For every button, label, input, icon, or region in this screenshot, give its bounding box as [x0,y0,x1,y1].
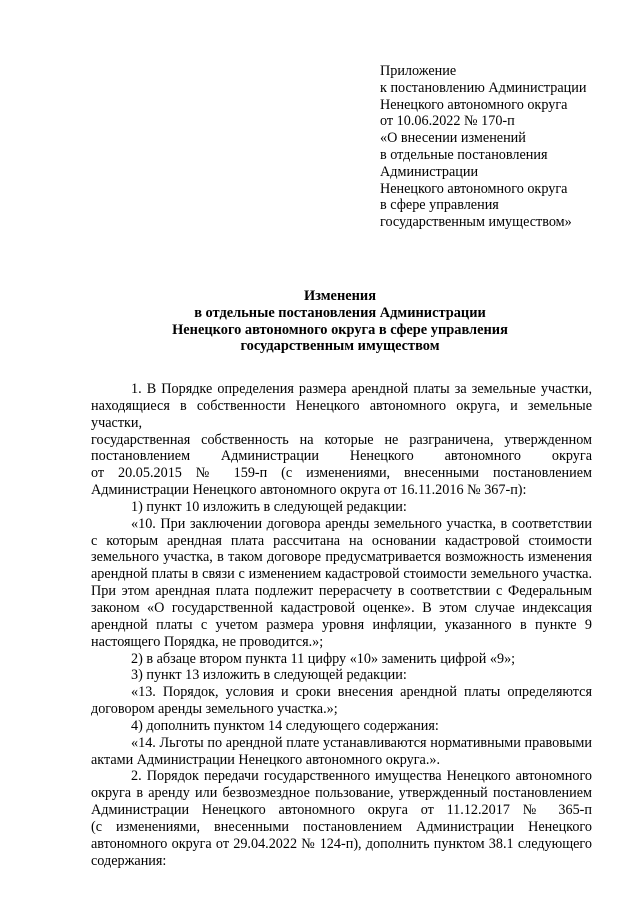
appendix-line: в сфере управления [380,197,499,214]
appendix-block [380,63,625,231]
appendix-line: государственным имуществом» [380,214,572,231]
quote-line: настоящего Порядка, не проводится.»; [91,633,324,650]
document-body [91,381,592,869]
appendix-line: Ненецкого автономного округа [380,96,568,113]
paragraph-1 [91,381,592,499]
list-item: 2) в абзаце втором пункта 11 цифру «10» заменить цифрой «9»; [131,650,516,667]
title-line: в отдельные постановления Администрации [194,304,486,321]
appendix-line: Ненецкого автономного округа [380,180,568,197]
appendix-line: Приложение [380,63,457,79]
paragraph-line: Администрации Ненецкого автономного округа от 11.12.2017 № 365-п [91,802,592,819]
paragraph-line: от 20.05.2015 № 159-п (с изменениями, внесенными постановлением [91,465,592,482]
document-title [120,288,560,355]
paragraph-line: 1. В Порядке определения размера арендной платы за земельные участки, [131,381,592,397]
quote-line: «13. Порядок, условия и сроки внесения арендной платы определяются [131,684,592,701]
quote-line: законом «О государственной кадастровой оценке». В этом случае индексация [91,599,592,616]
paragraph-line: Администрации Ненецкого автономного округа от 16.11.2016 № 367-п): [91,482,527,499]
quote-line: «14. Льготы по арендной плате устанавливаются нормативными правовыми [131,734,592,751]
paragraph-line: округа в аренду или безвозмездное пользование, утвержденный постановлением [91,785,592,802]
quote-line: актами Администрации Ненецкого автономного округа.». [91,751,441,768]
title-line: государственным имуществом [240,338,440,355]
paragraph-2 [91,768,592,869]
paragraph-line: 2. Порядок передачи государственного имущества Ненецкого автономного [131,768,592,785]
paragraph-line: постановлением Администрации Ненецкого автономного округа [91,448,592,465]
quote-point-13 [91,684,592,718]
quote-line: земельного участка, в таком договоре предусматривается возможность изменения [91,549,592,566]
paragraph-line: находящиеся в собственности Ненецкого автономного округа, и земельные участки, [91,397,592,431]
paragraph-line: содержания: [91,852,167,869]
list-item: 3) пункт 13 изложить в следующей редакции: [131,667,407,684]
quote-line: с которым арендная плата рассчитана на основании кадастровой стоимости [91,532,592,549]
appendix-line: «О внесении изменений [380,130,526,147]
quote-line: договором аренды земельного участка.»; [91,701,338,718]
list-item: 4) дополнить пунктом 14 следующего содержания: [131,717,439,734]
appendix-line: к постановлению Администрации [380,79,587,96]
title-line: Ненецкого автономного округа в сфере управления [172,321,508,338]
quote-point-14 [91,735,592,769]
quote-point-10 [91,516,592,651]
paragraph-line: государственная собственность на которые не разграничена, утвержденном [91,431,592,448]
title-line: Изменения [303,288,376,304]
paragraph-line: (с изменениями, внесенными постановлением Администрации Ненецкого [91,818,592,835]
quote-line: При этом арендная плата подлежит перерасчету в соответствии с Федеральным [91,583,592,600]
quote-line: «10. При заключении договора аренды земельного участка, в соответствии [131,515,592,532]
quote-line: арендной платы в связи с изменением кадастровой стоимости земельного участка. [91,566,592,583]
paragraph-line: автономного округа от 29.04.2022 № 124-п), дополнить пунктом 38.1 следующего [91,835,592,852]
quote-line: арендной платы с учетом размера уровня инфляции, указанного в пункте 9 [91,616,592,633]
appendix-line: Администрации [380,163,479,180]
appendix-line: от 10.06.2022 № 170-п [380,113,515,130]
appendix-line: в отдельные постановления [380,146,548,163]
list-item: 1) пункт 10 изложить в следующей редакции: [131,498,407,515]
